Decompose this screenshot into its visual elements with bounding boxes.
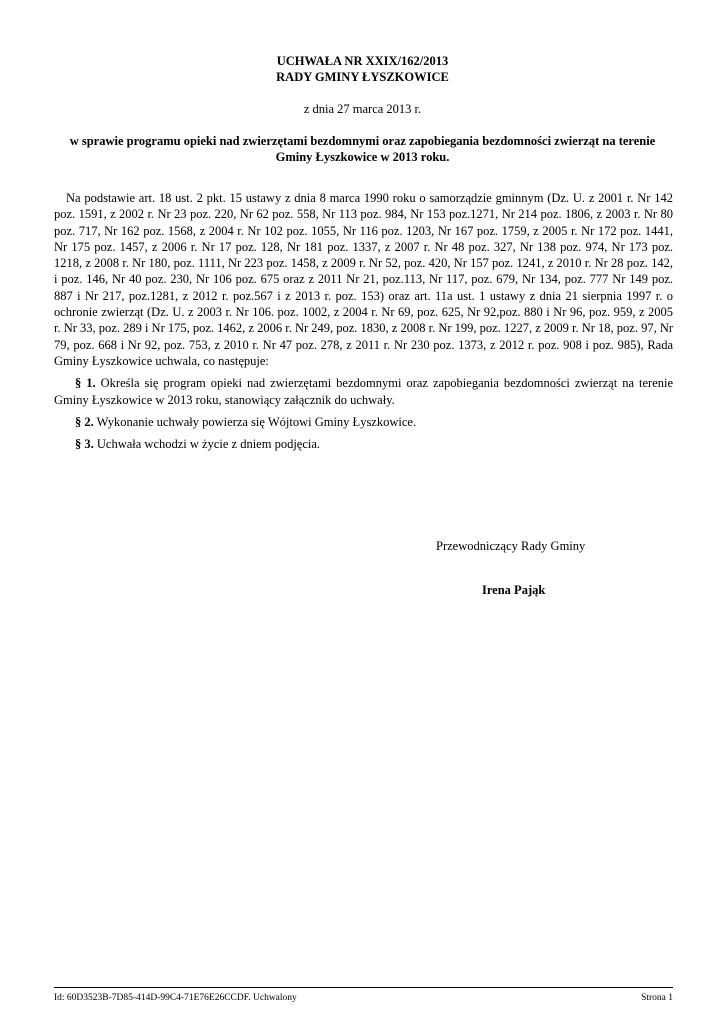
- page-footer: [54, 992, 673, 1004]
- resolution-date: z dnia 27 marca 2013 r.: [303, 102, 422, 116]
- resolution-subject: w sprawie programu opieki nad zwierzętami bezdomnymi oraz zapobiegania bezdomności zwierząt na terenie Gminy Łyszkowice w 2013 roku.: [69, 134, 656, 164]
- section-text: Uchwała wchodzi w życie z dniem podjęcia.: [96, 437, 321, 452]
- resolution-number: UCHWAŁA NR XXIX/162/2013: [276, 54, 449, 68]
- page-number: Strona 1: [641, 993, 673, 1003]
- section-text: Określa się program opieki nad zwierzętami bezdomnymi oraz zapobiegania bezdomności zwierząt na terenie Gminy Łyszkowice w 2013 roku, stanowiący załącznik do uchwały.: [54, 376, 674, 407]
- footer-divider: [54, 987, 673, 988]
- section-text: Wykonanie uchwały powierza się Wójtowi Gminy Łyszkowice.: [96, 414, 417, 429]
- section-1: [54, 375, 673, 408]
- section-2: [54, 414, 673, 430]
- section-number: § 1.: [75, 376, 96, 391]
- section-number: § 2.: [75, 414, 94, 429]
- council-name: RADY GMINY ŁYSZKOWICE: [276, 70, 449, 84]
- signatory-role: Przewodniczący Rady Gminy: [436, 539, 586, 553]
- signature-block: [436, 538, 585, 598]
- signatory-name: Irena Pająk: [482, 583, 546, 597]
- document-header: [0, 53, 725, 165]
- section-number: § 3.: [75, 437, 94, 452]
- resolution-body: [54, 190, 673, 458]
- section-3: [54, 436, 673, 452]
- document-id: Id: 60D3523B-7D85-414D-99C4-71E76E26CCDF. Uchwalony: [54, 993, 297, 1003]
- preamble: Na podstawie art. 18 ust. 2 pkt. 15 ustawy z dnia 8 marca 1990 roku o samorządzie gminnym (Dz. U. z 2001 r. Nr 142 poz. 1591, z 2002 r. Nr 23 poz. 220, Nr 62 poz. 558, Nr 113 poz. 984, Nr 153 poz.1271, Nr 214 poz. 1806, z 2003 r. Nr 80 poz. 717, Nr 162 poz. 1568, z 2004 r. Nr 102 poz. 1055, Nr 116 poz. 1203, Nr 167 poz. 1759, z 2005 r. Nr 172 poz. 1441, Nr 175 poz. 1457, z 2006 r. Nr 17 poz. 128, Nr 181 poz. 1337, z 2007 r. Nr 48 poz. 327, Nr 138 poz. 974, Nr 173 poz. 1218, z 2008 r. Nr 180, poz. 1111, Nr 223 poz. 1458, z 2009 r. Nr 52, poz. 420, Nr 157 poz. 1241, z 2010 r. Nr 28 poz. 142, i poz. 146, Nr 40 poz. 230, Nr 106 poz. 675 oraz z 2011 Nr 21, poz.113, Nr 117, poz. 679, Nr 134, poz. 777 Nr 149 poz. 887 i Nr 217, poz.1281, z 2012 r. poz.567 i z 2013 r. poz. 153) oraz art. 11a ust. 1 ustawy z dnia 21 sierpnia 1997 r. o ochronie zwierząt (Dz. U. z 2003 r. Nr 106. poz. 1002, z 2004 r. Nr 69, poz. 625, Nr 92,poz. 880 i Nr 96, poz. 959, z 2005 r. Nr 33, poz. 289 i Nr 175, poz. 1462, z 2006 r. Nr 249, poz. 1830, z 2008 r. Nr 199, poz. 1227, z 2009 r. Nr 18, poz. 97, Nr 79, poz. 668 i Nr 92, poz. 753, z 2010 r. Nr 47 poz. 278, z 2011 r. Nr 230 poz. 1373, z 2012 r. poz. 908 i poz. 985), Rada Gminy Łyszkowice uchwala, co następuje:: [54, 191, 674, 368]
